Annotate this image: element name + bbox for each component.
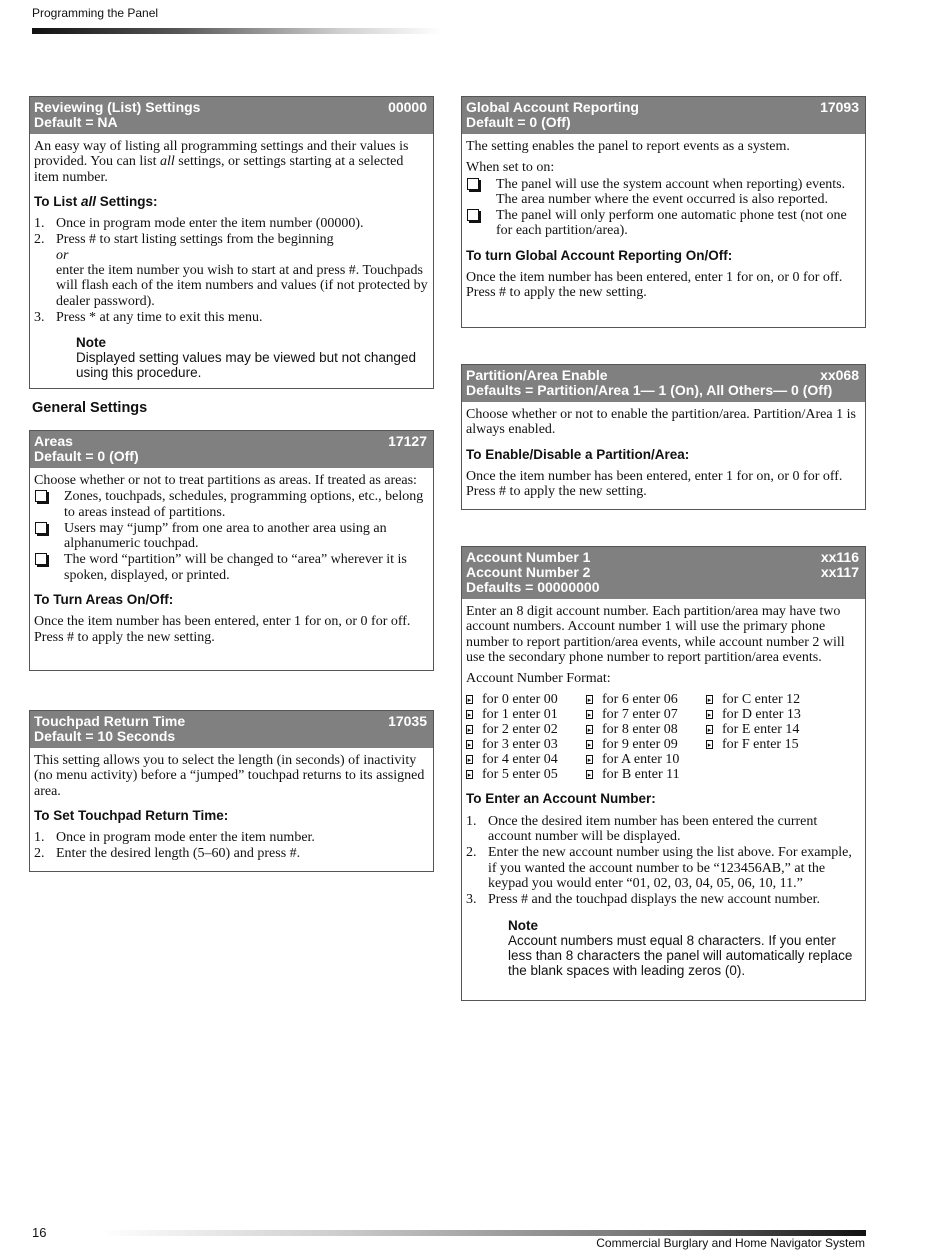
global-bullets (466, 177, 861, 239)
arrow-bullet-icon: ▸ (587, 742, 592, 750)
account-number-1-title: Account Number 1 (466, 549, 591, 565)
account-format-label: Account Number Format: (466, 671, 611, 687)
areas-bullets (34, 489, 429, 583)
list-item: Users may “jump” from one area to another area using an alphanumeric touchpad. (34, 521, 429, 552)
arrow-bullet-icon: ▸ (467, 697, 472, 705)
note-title: Note (508, 917, 538, 933)
arrow-bullet-icon: ▸ (587, 697, 592, 705)
areas-default: Default = 0 (Off) (34, 448, 139, 464)
account-number-1-code: xx116 (820, 549, 859, 565)
partition-enable-default: Defaults = Partition/Area 1— 1 (On), All Others— 0 (Off) (466, 382, 833, 398)
list-item: The panel will only perform one automatic phone test (not one for each partition/area). (466, 208, 861, 239)
reviewing-settings-header (30, 97, 433, 134)
touchpad-subheading: To Set Touchpad Return Time: (34, 807, 229, 823)
reviewing-settings-title: Reviewing (List) Settings (34, 99, 201, 115)
list-item: The word “partition” will be changed to “area” wherever it is spoken, displayed, or printed. (34, 552, 429, 583)
global-account-code: 17093 (820, 99, 859, 115)
partition-closing: Once the item number has been entered, enter 1 for on, or 0 for off. Press # to apply the new setting. (466, 468, 843, 500)
format-item: ▸ for C enter 12 (707, 692, 801, 708)
note-text: Displayed setting values may be viewed but not changed using this procedure. (76, 350, 416, 381)
format-item: ▸ for A enter 10 (587, 752, 680, 768)
areas-code: 17127 (388, 433, 427, 449)
areas-header (30, 431, 433, 468)
arrow-bullet-icon: ▸ (587, 712, 592, 720)
format-item: ▸ for D enter 13 (707, 707, 801, 723)
account-subheading: To Enter an Account Number: (466, 791, 656, 807)
global-intro: The setting enables the panel to report events as a system. (466, 139, 790, 154)
running-head: Programming the Panel (32, 6, 159, 20)
touchpad-return-code: 17035 (388, 713, 427, 729)
account-number-2-code: xx117 (820, 564, 859, 580)
global-subheading: To turn Global Account Reporting On/Off: (466, 247, 733, 263)
list-item: The panel will use the system account when reporting) events. The area number where the event occurred is also reported. (466, 177, 861, 208)
arrow-bullet-icon: ▸ (467, 757, 472, 765)
touchpad-steps (34, 830, 429, 862)
format-item: ▸ for 8 enter 08 (587, 722, 678, 738)
list-item: 2. Enter the new account number using the list above. For example, if you wanted the account number to be “123456AB,” at the keypad you would enter “01, 02, 03, 04, 05, 06, 10, 11.” (466, 845, 852, 891)
reviewing-subheading: To List all Settings: (34, 193, 158, 209)
global-account-default: Default = 0 (Off) (466, 114, 571, 130)
touchpad-return-default: Default = 10 Seconds (34, 728, 176, 744)
checkbox-bullet-icon (467, 209, 479, 221)
global-closing: Once the item number has been entered, enter 1 for on, or 0 for off. Press # to apply the new setting. (466, 270, 843, 301)
account-format-grid (466, 692, 861, 782)
format-item: ▸ for 4 enter 04 (467, 752, 558, 768)
reviewing-settings-code: 00000 (388, 99, 427, 115)
checkbox-bullet-icon (35, 522, 47, 534)
list-item: 1. Once in program mode enter the item number. (34, 830, 315, 846)
partition-enable-title: Partition/Area Enable (466, 367, 608, 383)
touchpad-return-box (29, 710, 434, 872)
arrow-bullet-icon: ▸ (467, 712, 472, 720)
footer-title: Commercial Burglary and Home Navigator System (596, 1236, 865, 1250)
list-item: 1. Once the desired item number has been entered the current account number will be displayed. (466, 813, 818, 845)
account-number-2-title: Account Number 2 (466, 564, 591, 580)
account-intro: Enter an 8 digit account number. Each partition/area may have two account numbers. Account number 1 will use the primary phone number to report partition/area events, while account number 2 will use the secondary phone number to report partition/area events. (466, 604, 845, 665)
areas-title: Areas (34, 433, 73, 449)
format-item (706, 767, 826, 782)
partition-intro: Choose whether or not to enable the partition/area. Partition/Area 1 is always enabled. (466, 407, 856, 438)
account-note (508, 918, 861, 978)
list-item: 1. Once in program mode enter the item number (00000). (34, 216, 364, 232)
note-text: Account numbers must equal 8 characters. If you enter less than 8 characters the panel will automatically replace the blank spaces with leading zeros (0). (508, 932, 853, 978)
global-account-header (462, 97, 865, 134)
page-number: 16 (32, 1225, 47, 1240)
arrow-bullet-icon: ▸ (467, 742, 472, 750)
reviewing-note (76, 335, 429, 380)
account-number-default: Defaults = 00000000 (466, 579, 600, 595)
account-number-header (462, 547, 865, 599)
partition-enable-code: xx068 (820, 367, 859, 383)
section-heading: General Settings (32, 400, 148, 416)
arrow-bullet-icon: ▸ (587, 772, 592, 780)
format-item: ▸ for 1 enter 01 (467, 707, 558, 723)
partition-enable-header (462, 365, 865, 402)
top-rule (32, 28, 442, 34)
reviewing-steps (34, 216, 429, 325)
arrow-bullet-icon: ▸ (707, 742, 712, 750)
format-item: ▸ for 9 enter 09 (587, 737, 678, 753)
list-item: 2. Press # to start listing settings from the beginning or enter the item number you wish to start at and press #. Touchpads will flash each of the item numbers and values (if not protected by dealer password). (34, 232, 428, 309)
format-item: ▸ for 7 enter 07 (587, 707, 678, 723)
global-account-box (461, 96, 866, 328)
format-item: ▸ for E enter 14 (707, 722, 800, 738)
areas-box (29, 430, 434, 671)
reviewing-intro: An easy way of listing all programming settings and their values is provided. You can list all settings, or settings starting at a selected item number. (34, 139, 409, 185)
areas-subheading: To Turn Areas On/Off: (34, 592, 174, 608)
checkbox-bullet-icon (467, 178, 479, 190)
global-account-title: Global Account Reporting (466, 99, 639, 115)
format-item: ▸ for 3 enter 03 (467, 737, 558, 753)
format-item: ▸ for 0 enter 00 (467, 692, 558, 708)
format-item (706, 752, 826, 767)
note-title: Note (76, 335, 106, 351)
format-item: ▸ for 2 enter 02 (467, 722, 558, 738)
partition-enable-box (461, 364, 866, 510)
checkbox-bullet-icon (35, 490, 47, 502)
account-steps (466, 814, 861, 908)
areas-closing: Once the item number has been entered, enter 1 for on, or 0 for off. Press # to apply the new setting. (34, 614, 411, 645)
account-number-box (461, 546, 866, 1001)
checkbox-bullet-icon (35, 553, 47, 565)
touchpad-return-header (30, 711, 433, 748)
format-item: ▸ for 6 enter 06 (587, 692, 678, 708)
list-item: 3. Press # and the touchpad displays the new account number. (466, 892, 821, 908)
arrow-bullet-icon: ▸ (587, 727, 592, 735)
reviewing-settings-default: Default = NA (34, 114, 118, 130)
touchpad-return-title: Touchpad Return Time (34, 713, 186, 729)
format-item: ▸ for B enter 11 (587, 767, 680, 783)
arrow-bullet-icon: ▸ (587, 757, 592, 765)
global-when: When set to on: (466, 160, 555, 176)
arrow-bullet-icon: ▸ (467, 727, 472, 735)
format-item: ▸ for 5 enter 05 (467, 767, 558, 783)
areas-intro: Choose whether or not to treat partitions as areas. If treated as areas: (34, 473, 417, 488)
list-item: Zones, touchpads, schedules, programming options, etc., belong to areas instead of partitions. (34, 489, 429, 520)
arrow-bullet-icon: ▸ (707, 697, 712, 705)
partition-subheading: To Enable/Disable a Partition/Area: (466, 446, 690, 462)
list-item: 3. Press * at any time to exit this menu. (34, 309, 263, 325)
arrow-bullet-icon: ▸ (707, 727, 712, 735)
format-item: ▸ for F enter 15 (707, 737, 799, 753)
reviewing-settings-box (29, 96, 434, 389)
list-item: 2. Enter the desired length (5–60) and press #. (34, 846, 301, 862)
touchpad-intro: This setting allows you to select the length (in seconds) of inactivity (no menu activity) before a “jumped” touchpad returns to its assigned area. (34, 753, 425, 799)
arrow-bullet-icon: ▸ (467, 772, 472, 780)
arrow-bullet-icon: ▸ (707, 712, 712, 720)
